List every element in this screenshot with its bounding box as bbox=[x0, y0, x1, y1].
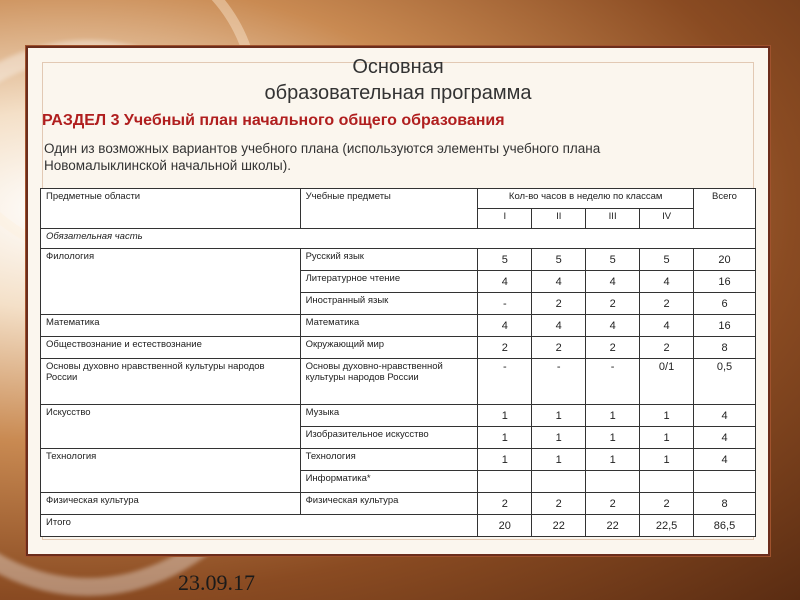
grade-value: 1 bbox=[640, 405, 694, 427]
subject-cell: Основы духовно-нравственной культуры народов России bbox=[300, 359, 478, 405]
grade-value: 4 bbox=[640, 271, 694, 293]
grade-value: 2 bbox=[478, 493, 532, 515]
subject-cell: Технология bbox=[300, 449, 478, 471]
total-value: 4 bbox=[694, 405, 756, 427]
itogo-value: 22 bbox=[532, 515, 586, 537]
grade-value: 5 bbox=[640, 249, 694, 271]
grade-value bbox=[586, 471, 640, 493]
grade-value: 2 bbox=[532, 337, 586, 359]
grade-value: 1 bbox=[586, 449, 640, 471]
header-grade-3: III bbox=[586, 209, 640, 229]
total-value: 20 bbox=[694, 249, 756, 271]
grade-value: 4 bbox=[478, 315, 532, 337]
subject-cell: Иностранный язык bbox=[300, 293, 478, 315]
total-value: 4 bbox=[694, 449, 756, 471]
subject-cell: Музыка bbox=[300, 405, 478, 427]
grade-value: 4 bbox=[532, 315, 586, 337]
grade-value: 4 bbox=[586, 271, 640, 293]
grade-value bbox=[478, 471, 532, 493]
grade-value: 1 bbox=[586, 427, 640, 449]
area-cell: Основы духовно нравственной культуры народов России bbox=[41, 359, 301, 405]
grade-value: 2 bbox=[478, 337, 532, 359]
header-areas: Предметные области bbox=[41, 189, 301, 229]
header-grade-1: I bbox=[478, 209, 532, 229]
grade-value: 2 bbox=[586, 293, 640, 315]
area-cell: Обществознание и естествознание bbox=[41, 337, 301, 359]
title-line-1: Основная bbox=[352, 56, 444, 78]
itogo-value: 22,5 bbox=[640, 515, 694, 537]
subject-cell: Русский язык bbox=[300, 249, 478, 271]
slide-date: 23.09.17 bbox=[178, 570, 255, 595]
mandatory-part-label: Обязательная часть bbox=[41, 229, 756, 249]
grade-value: 1 bbox=[478, 449, 532, 471]
area-cell: Технология bbox=[41, 449, 301, 493]
header-subjects: Учебные предметы bbox=[300, 189, 478, 229]
itogo-label: Итого bbox=[41, 515, 478, 537]
total-value: 8 bbox=[694, 493, 756, 515]
grade-value: 1 bbox=[586, 405, 640, 427]
grade-value: 1 bbox=[532, 427, 586, 449]
grade-value: 2 bbox=[640, 493, 694, 515]
grade-value: - bbox=[586, 359, 640, 405]
curriculum-table bbox=[40, 188, 756, 537]
total-value bbox=[694, 471, 756, 493]
total-value: 6 bbox=[694, 293, 756, 315]
grade-value bbox=[532, 471, 586, 493]
grade-value: - bbox=[478, 359, 532, 405]
itogo-row bbox=[41, 515, 756, 537]
area-cell: Физическая культура bbox=[41, 493, 301, 515]
table-row bbox=[41, 315, 756, 337]
title-line-2: образовательная программа bbox=[264, 82, 532, 104]
grade-value: 2 bbox=[586, 337, 640, 359]
total-value: 16 bbox=[694, 315, 756, 337]
grade-value bbox=[640, 471, 694, 493]
table-row bbox=[41, 493, 756, 515]
subject-cell: Математика bbox=[300, 315, 478, 337]
header-hours: Кол-во часов в неделю по классам bbox=[478, 189, 694, 209]
area-cell: Филология bbox=[41, 249, 301, 315]
itogo-total: 86,5 bbox=[694, 515, 756, 537]
grade-value: 5 bbox=[586, 249, 640, 271]
total-value: 8 bbox=[694, 337, 756, 359]
table-row bbox=[41, 405, 756, 427]
grade-value: 4 bbox=[640, 315, 694, 337]
grade-value: 1 bbox=[532, 405, 586, 427]
grade-value: 4 bbox=[478, 271, 532, 293]
subject-cell: Изобразительное искусство bbox=[300, 427, 478, 449]
table-row bbox=[41, 249, 756, 271]
header-grade-4: IV bbox=[640, 209, 694, 229]
table-row bbox=[41, 359, 756, 405]
grade-value: - bbox=[532, 359, 586, 405]
table-row bbox=[41, 337, 756, 359]
grade-value: 0/1 bbox=[640, 359, 694, 405]
grade-value: 1 bbox=[478, 427, 532, 449]
grade-value: 4 bbox=[586, 315, 640, 337]
total-value: 4 bbox=[694, 427, 756, 449]
grade-value: 5 bbox=[532, 249, 586, 271]
section-heading: РАЗДЕЛ 3 Учебный план начального общего образования bbox=[42, 112, 505, 129]
header-total: Всего bbox=[694, 189, 756, 229]
slide-frame bbox=[26, 46, 770, 556]
grade-value: 1 bbox=[532, 449, 586, 471]
grade-value: 2 bbox=[532, 493, 586, 515]
grade-value: - bbox=[478, 293, 532, 315]
grade-value: 2 bbox=[640, 337, 694, 359]
description-text: Один из возможных вариантов учебного плана (используются элементы учебного плана Новомалыклинской начальной школы). bbox=[44, 141, 601, 173]
itogo-value: 20 bbox=[478, 515, 532, 537]
total-value: 16 bbox=[694, 271, 756, 293]
table-row bbox=[41, 449, 756, 471]
area-cell: Математика bbox=[41, 315, 301, 337]
grade-value: 4 bbox=[532, 271, 586, 293]
subject-cell: Окружающий мир bbox=[300, 337, 478, 359]
grade-value: 2 bbox=[640, 293, 694, 315]
area-cell: Искусство bbox=[41, 405, 301, 449]
grade-value: 1 bbox=[640, 449, 694, 471]
grade-value: 1 bbox=[640, 427, 694, 449]
grade-value: 2 bbox=[532, 293, 586, 315]
subject-cell: Литературное чтение bbox=[300, 271, 478, 293]
grade-value: 5 bbox=[478, 249, 532, 271]
subject-cell: Информатика* bbox=[300, 471, 478, 493]
itogo-value: 22 bbox=[586, 515, 640, 537]
header-grade-2: II bbox=[532, 209, 586, 229]
grade-value: 2 bbox=[586, 493, 640, 515]
subject-cell: Физическая культура bbox=[300, 493, 478, 515]
slide-title bbox=[28, 54, 768, 106]
total-value: 0,5 bbox=[694, 359, 756, 405]
grade-value: 1 bbox=[478, 405, 532, 427]
